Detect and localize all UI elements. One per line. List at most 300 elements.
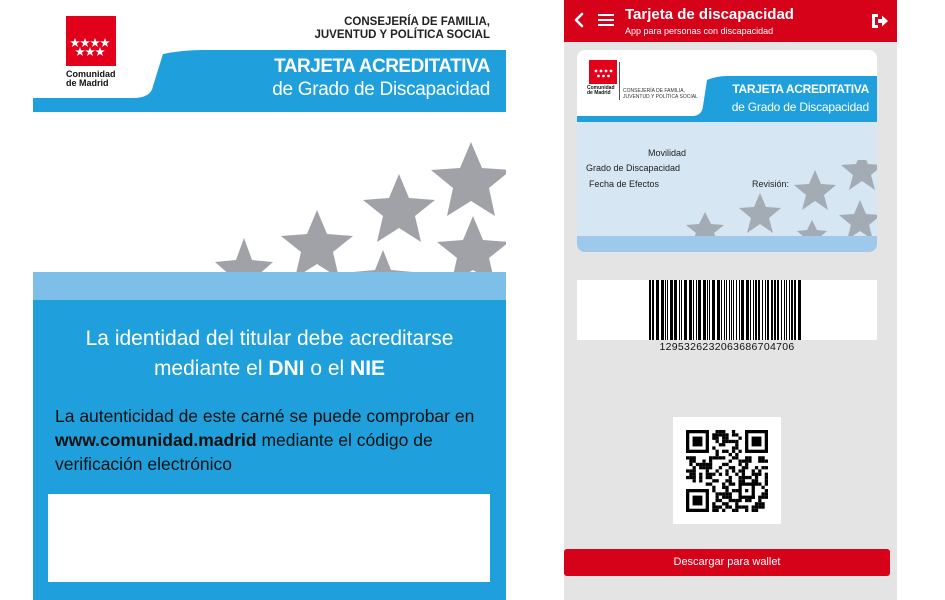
qr-module bbox=[725, 502, 728, 505]
qr-module bbox=[765, 479, 768, 482]
qr-module bbox=[738, 479, 741, 482]
qr-module bbox=[716, 450, 719, 453]
qr-module bbox=[712, 437, 715, 440]
qr-module bbox=[732, 430, 735, 433]
qr-module bbox=[758, 499, 761, 502]
qr-module bbox=[716, 433, 719, 436]
qr-module bbox=[716, 440, 719, 443]
barcode-bar bbox=[786, 280, 787, 340]
qr-module bbox=[755, 479, 758, 482]
qr-module bbox=[758, 482, 761, 485]
qr-module bbox=[686, 456, 689, 459]
qr-module bbox=[706, 482, 709, 485]
qr-module bbox=[765, 496, 768, 499]
qr-module bbox=[699, 473, 702, 476]
qr-module bbox=[712, 489, 715, 492]
qr-module bbox=[755, 509, 758, 512]
qr-module bbox=[742, 469, 745, 472]
identity-dni: DNI bbox=[268, 357, 305, 380]
star-icon bbox=[363, 174, 435, 242]
qr-module bbox=[738, 476, 741, 479]
qr-module bbox=[719, 466, 722, 469]
qr-module bbox=[725, 505, 728, 508]
qr-module bbox=[719, 492, 722, 495]
qr-module bbox=[722, 440, 725, 443]
qr-module bbox=[722, 502, 725, 505]
qr-module bbox=[765, 466, 768, 469]
qr-module bbox=[729, 492, 732, 495]
qr-module bbox=[712, 479, 715, 482]
qr-module bbox=[712, 502, 715, 505]
qr-module bbox=[765, 476, 768, 479]
qr-module bbox=[725, 433, 728, 436]
barcode-bar bbox=[698, 280, 701, 340]
qr-module bbox=[738, 437, 741, 440]
barcode-bar bbox=[707, 280, 708, 340]
qr-module bbox=[716, 509, 719, 512]
qr-module bbox=[755, 466, 758, 469]
qr-module bbox=[689, 473, 692, 476]
mini-consejeria-line-2: JUVENTUD Y POLÍTICA SOCIAL bbox=[623, 94, 698, 100]
barcode-bar bbox=[791, 280, 793, 340]
qr-module bbox=[686, 476, 689, 479]
barcode-bar bbox=[781, 280, 782, 340]
qr-module bbox=[748, 476, 751, 479]
barcode-bar bbox=[798, 280, 801, 340]
qr-module bbox=[725, 469, 728, 472]
qr-module bbox=[755, 505, 758, 508]
qr-module bbox=[729, 476, 732, 479]
barcode-bar bbox=[774, 280, 776, 340]
qr-module bbox=[729, 479, 732, 482]
app-subtitle: App para personas con discapacidad bbox=[625, 26, 774, 36]
barcode-bar bbox=[674, 280, 677, 340]
logout-icon[interactable] bbox=[869, 11, 889, 31]
qr-module bbox=[725, 479, 728, 482]
qr-module bbox=[761, 502, 764, 505]
qr-module bbox=[742, 476, 745, 479]
qr-module bbox=[761, 496, 764, 499]
consejeria-line-2: JUVENTUD Y POLÍTICA SOCIAL bbox=[314, 29, 490, 41]
qr-module bbox=[725, 489, 728, 492]
qr-module bbox=[706, 473, 709, 476]
qr-module bbox=[732, 446, 735, 449]
verification-code-area bbox=[48, 494, 490, 582]
qr-module bbox=[725, 437, 728, 440]
qr-module bbox=[722, 433, 725, 436]
qr-module bbox=[716, 453, 719, 456]
qr-module bbox=[732, 450, 735, 453]
qr-module bbox=[725, 463, 728, 466]
barcode-bar bbox=[784, 280, 785, 340]
identity-mid: o el bbox=[304, 357, 351, 380]
qr-module bbox=[732, 456, 735, 459]
barcode-bar bbox=[777, 280, 779, 340]
qr-module bbox=[735, 453, 738, 456]
qr-module bbox=[719, 433, 722, 436]
qr-module bbox=[735, 433, 738, 436]
card-info-panel bbox=[33, 300, 506, 600]
barcode-number: 1295326232063686704706 bbox=[659, 341, 795, 353]
qr-module bbox=[748, 460, 751, 463]
qr-code bbox=[673, 417, 781, 524]
barcode-bar bbox=[656, 280, 659, 340]
barcode-bar bbox=[667, 280, 668, 340]
qr-module bbox=[738, 469, 741, 472]
qr-module bbox=[706, 469, 709, 472]
barcode-bar bbox=[684, 280, 687, 340]
qr-module bbox=[748, 499, 751, 502]
qr-module bbox=[716, 469, 719, 472]
barcode-bar bbox=[693, 280, 694, 340]
barcode-bar bbox=[712, 280, 715, 340]
qr-module bbox=[745, 466, 748, 469]
qr-module bbox=[755, 482, 758, 485]
hamburger-menu-icon[interactable] bbox=[597, 12, 615, 28]
qr-module bbox=[693, 466, 696, 469]
qr-module bbox=[716, 437, 719, 440]
qr-module bbox=[693, 437, 703, 447]
qr-module bbox=[722, 509, 725, 512]
barcode-bar bbox=[767, 280, 769, 340]
qr-module bbox=[735, 440, 738, 443]
qr-module bbox=[716, 499, 719, 502]
qr-module bbox=[706, 466, 709, 469]
barcode-bar bbox=[724, 280, 725, 340]
qr-module bbox=[761, 456, 764, 459]
qr-module bbox=[712, 446, 715, 449]
qr-module bbox=[716, 496, 719, 499]
barcode-bar bbox=[750, 280, 751, 340]
mobile-app-screen bbox=[564, 0, 897, 600]
qr-module bbox=[699, 479, 702, 482]
qr-module bbox=[755, 473, 758, 476]
mini-consejeria-line-1: CONSEJERÍA DE FAMILIA, bbox=[623, 88, 685, 94]
star-icon bbox=[431, 142, 506, 216]
qr-module bbox=[729, 505, 732, 508]
qr-module bbox=[722, 450, 725, 453]
qr-module bbox=[709, 476, 712, 479]
qr-module bbox=[725, 440, 728, 443]
qr-module bbox=[729, 496, 732, 499]
logo-line-2: de Madrid bbox=[66, 78, 109, 88]
qr-module bbox=[758, 496, 761, 499]
label-revision: Revisión: bbox=[752, 179, 790, 189]
qr-module bbox=[765, 482, 768, 485]
qr-module bbox=[716, 492, 719, 495]
qr-module bbox=[742, 460, 745, 463]
qr-module bbox=[719, 473, 722, 476]
label-movilidad: Movilidad bbox=[648, 148, 687, 158]
star-icon bbox=[281, 210, 353, 278]
card-title-line-1: TARJETA ACREDITATIVA bbox=[274, 56, 490, 77]
qr-module bbox=[722, 456, 725, 459]
app-bar bbox=[564, 0, 897, 42]
qr-module bbox=[738, 463, 741, 466]
qr-module bbox=[732, 482, 735, 485]
barcode-bar bbox=[717, 280, 720, 340]
qr-module bbox=[729, 466, 732, 469]
barcode-bar bbox=[709, 280, 710, 340]
barcode-bar bbox=[681, 280, 682, 340]
download-wallet-button[interactable]: Descargar para wallet bbox=[564, 549, 890, 576]
qr-module bbox=[732, 489, 735, 492]
qr-module bbox=[709, 466, 712, 469]
qr-module bbox=[696, 463, 699, 466]
qr-module bbox=[745, 489, 748, 492]
qr-module bbox=[735, 443, 738, 446]
barcode-bars bbox=[649, 280, 805, 340]
barcode-bar bbox=[755, 280, 757, 340]
auth-pre: La autenticidad de este carné se puede comprobar en bbox=[55, 406, 475, 426]
barcode-bar bbox=[741, 280, 744, 340]
barcode-bar bbox=[765, 280, 766, 340]
label-grado: Grado de Discapacidad bbox=[586, 163, 681, 173]
barcode-bar bbox=[703, 280, 706, 340]
qr-module bbox=[735, 489, 738, 492]
qr-module bbox=[719, 443, 722, 446]
qr-module bbox=[745, 509, 748, 512]
qr-module bbox=[712, 473, 715, 476]
barcode-bar bbox=[696, 280, 697, 340]
qr-module bbox=[689, 476, 692, 479]
identity-pre: mediante el bbox=[153, 357, 269, 380]
consejeria-label bbox=[314, 16, 490, 42]
qr-module bbox=[742, 473, 745, 476]
qr-module bbox=[742, 466, 745, 469]
barcode-bar bbox=[670, 280, 673, 340]
qr-module bbox=[712, 509, 715, 512]
qr-module bbox=[693, 479, 696, 482]
qr-module bbox=[732, 433, 735, 436]
qr-module bbox=[738, 505, 741, 508]
qr-module bbox=[745, 499, 748, 502]
label-fecha: Fecha de Efectos bbox=[589, 179, 660, 189]
qr-module bbox=[755, 476, 758, 479]
qr-module bbox=[689, 469, 692, 472]
qr-module bbox=[752, 505, 755, 508]
barcode-bar bbox=[665, 280, 666, 340]
qr-module bbox=[761, 486, 764, 489]
qr-module bbox=[742, 505, 745, 508]
barcode-bar bbox=[729, 280, 730, 340]
mini-bottom-strip bbox=[577, 236, 877, 252]
barcode-bar bbox=[758, 280, 760, 340]
qr-module bbox=[752, 437, 762, 447]
barcode-bar bbox=[652, 280, 654, 340]
qr-module bbox=[732, 509, 735, 512]
qr-module bbox=[745, 476, 748, 479]
qr-module bbox=[735, 509, 738, 512]
qr-module bbox=[752, 469, 755, 472]
qr-module bbox=[758, 502, 761, 505]
qr-module bbox=[758, 473, 761, 476]
qr-module bbox=[712, 456, 715, 459]
qr-module bbox=[735, 473, 738, 476]
qr-module bbox=[702, 463, 705, 466]
barcode-bar bbox=[661, 280, 664, 340]
qr-module bbox=[752, 509, 755, 512]
qr-module bbox=[725, 496, 728, 499]
barcode-bar bbox=[649, 280, 651, 340]
qr-module bbox=[761, 460, 764, 463]
qr-module bbox=[732, 499, 735, 502]
qr-module bbox=[693, 496, 703, 506]
mini-card-title-2: de Grado de Discapacidad bbox=[731, 100, 869, 114]
star-icon bbox=[841, 160, 877, 190]
qr-module bbox=[758, 469, 761, 472]
qr-module bbox=[699, 463, 702, 466]
qr-module bbox=[693, 469, 696, 472]
disability-card-preview bbox=[577, 50, 877, 252]
qr-module bbox=[765, 489, 768, 492]
star-icon bbox=[839, 200, 877, 240]
qr-module bbox=[722, 482, 725, 485]
qr-module bbox=[693, 473, 696, 476]
qr-module bbox=[693, 460, 696, 463]
qr-module bbox=[738, 450, 741, 453]
auth-post: mediante el código de verificación electrónico bbox=[55, 430, 433, 474]
barcode-bar bbox=[731, 280, 732, 340]
qr-module bbox=[719, 456, 722, 459]
qr-module bbox=[722, 486, 725, 489]
qr-module bbox=[745, 505, 748, 508]
qr-module bbox=[716, 430, 719, 433]
qr-module bbox=[758, 460, 761, 463]
qr-module bbox=[706, 463, 709, 466]
qr-module bbox=[693, 456, 696, 459]
barcode-bar bbox=[794, 280, 796, 340]
light-blue-strip bbox=[33, 272, 506, 300]
qr-module bbox=[709, 460, 712, 463]
star-icon bbox=[739, 193, 781, 233]
qr-module bbox=[722, 496, 725, 499]
qr-module bbox=[716, 456, 719, 459]
qr-module bbox=[735, 505, 738, 508]
qr-module bbox=[758, 456, 761, 459]
barcode bbox=[577, 280, 877, 340]
qr-module bbox=[725, 450, 728, 453]
app-title: Tarjeta de discapacidad bbox=[625, 6, 794, 23]
qr-module bbox=[722, 463, 725, 466]
qr-module bbox=[699, 476, 702, 479]
card-title-line-2: de Grado de Discapacidad bbox=[272, 79, 490, 100]
qr-module bbox=[706, 476, 709, 479]
qr-module bbox=[745, 456, 748, 459]
star-icon bbox=[794, 170, 836, 210]
consejeria-line-1: CONSEJERÍA DE FAMILIA, bbox=[344, 16, 490, 28]
qr-module bbox=[712, 505, 715, 508]
qr-module bbox=[765, 473, 768, 476]
qr-module bbox=[716, 479, 719, 482]
qr-module bbox=[716, 505, 719, 508]
qr-module bbox=[722, 492, 725, 495]
qr-module bbox=[752, 479, 755, 482]
qr-module bbox=[722, 437, 725, 440]
barcode-bar bbox=[771, 280, 773, 340]
qr-module bbox=[725, 473, 728, 476]
barcode-bar bbox=[739, 280, 740, 340]
qr-module bbox=[709, 463, 712, 466]
qr-module bbox=[693, 476, 696, 479]
qr-module bbox=[745, 463, 748, 466]
title-band bbox=[33, 46, 506, 112]
qr-module bbox=[729, 482, 732, 485]
qr-module bbox=[761, 466, 764, 469]
qr-module bbox=[748, 456, 751, 459]
qr-module bbox=[765, 460, 768, 463]
identity-line-2 bbox=[33, 354, 506, 384]
qr-module bbox=[709, 482, 712, 485]
qr-module bbox=[719, 430, 722, 433]
qr-module bbox=[732, 469, 735, 472]
barcode-bar bbox=[733, 280, 734, 340]
qr-module bbox=[735, 502, 738, 505]
qr-module bbox=[686, 469, 689, 472]
chevron-left-icon[interactable] bbox=[570, 10, 590, 30]
qr-module bbox=[712, 433, 715, 436]
qr-module bbox=[758, 505, 761, 508]
qr-module bbox=[752, 473, 755, 476]
identity-line-1: La identidad del titular debe acreditarse bbox=[85, 327, 454, 350]
qr-module bbox=[699, 466, 702, 469]
card-back-image bbox=[33, 0, 506, 600]
qr-module bbox=[732, 466, 735, 469]
qr-module bbox=[729, 460, 732, 463]
qr-module bbox=[755, 502, 758, 505]
qr-module bbox=[719, 499, 722, 502]
qr-module bbox=[729, 440, 732, 443]
qr-module bbox=[689, 456, 692, 459]
qr-module bbox=[735, 446, 738, 449]
qr-module bbox=[719, 505, 722, 508]
qr-module bbox=[689, 460, 692, 463]
mini-card-title-1: TARJETA ACREDITATIVA bbox=[732, 82, 869, 96]
barcode-bar bbox=[679, 280, 680, 340]
barcode-bar bbox=[726, 280, 727, 340]
qr-module bbox=[702, 460, 705, 463]
barcode-bar bbox=[753, 280, 754, 340]
qr-module bbox=[689, 463, 692, 466]
qr-module bbox=[725, 486, 728, 489]
barcode-bar bbox=[736, 280, 737, 340]
qr-module bbox=[745, 460, 748, 463]
qr-module bbox=[722, 430, 725, 433]
authenticity-notice bbox=[55, 404, 495, 476]
qr-module bbox=[702, 466, 705, 469]
qr-module bbox=[732, 440, 735, 443]
auth-site: www.comunidad.madrid bbox=[55, 430, 257, 450]
qr-module bbox=[729, 499, 732, 502]
mini-logo-line-2: de Madrid bbox=[587, 90, 611, 96]
mini-logo-line-1: Comunidad bbox=[587, 85, 615, 91]
qr-module bbox=[725, 492, 728, 495]
barcode-bar bbox=[762, 280, 763, 340]
qr-module bbox=[735, 499, 738, 502]
identity-notice bbox=[33, 324, 506, 384]
barcode-bar bbox=[689, 280, 692, 340]
qr-module bbox=[765, 492, 768, 495]
qr-module bbox=[761, 492, 764, 495]
qr-module bbox=[735, 456, 738, 459]
qr-module bbox=[712, 486, 715, 489]
qr-module bbox=[709, 456, 712, 459]
qr-module bbox=[738, 460, 741, 463]
barcode-bar bbox=[721, 280, 722, 340]
logo-line-1: Comunidad bbox=[66, 69, 116, 79]
barcode-bar bbox=[746, 280, 749, 340]
qr-module bbox=[761, 505, 764, 508]
